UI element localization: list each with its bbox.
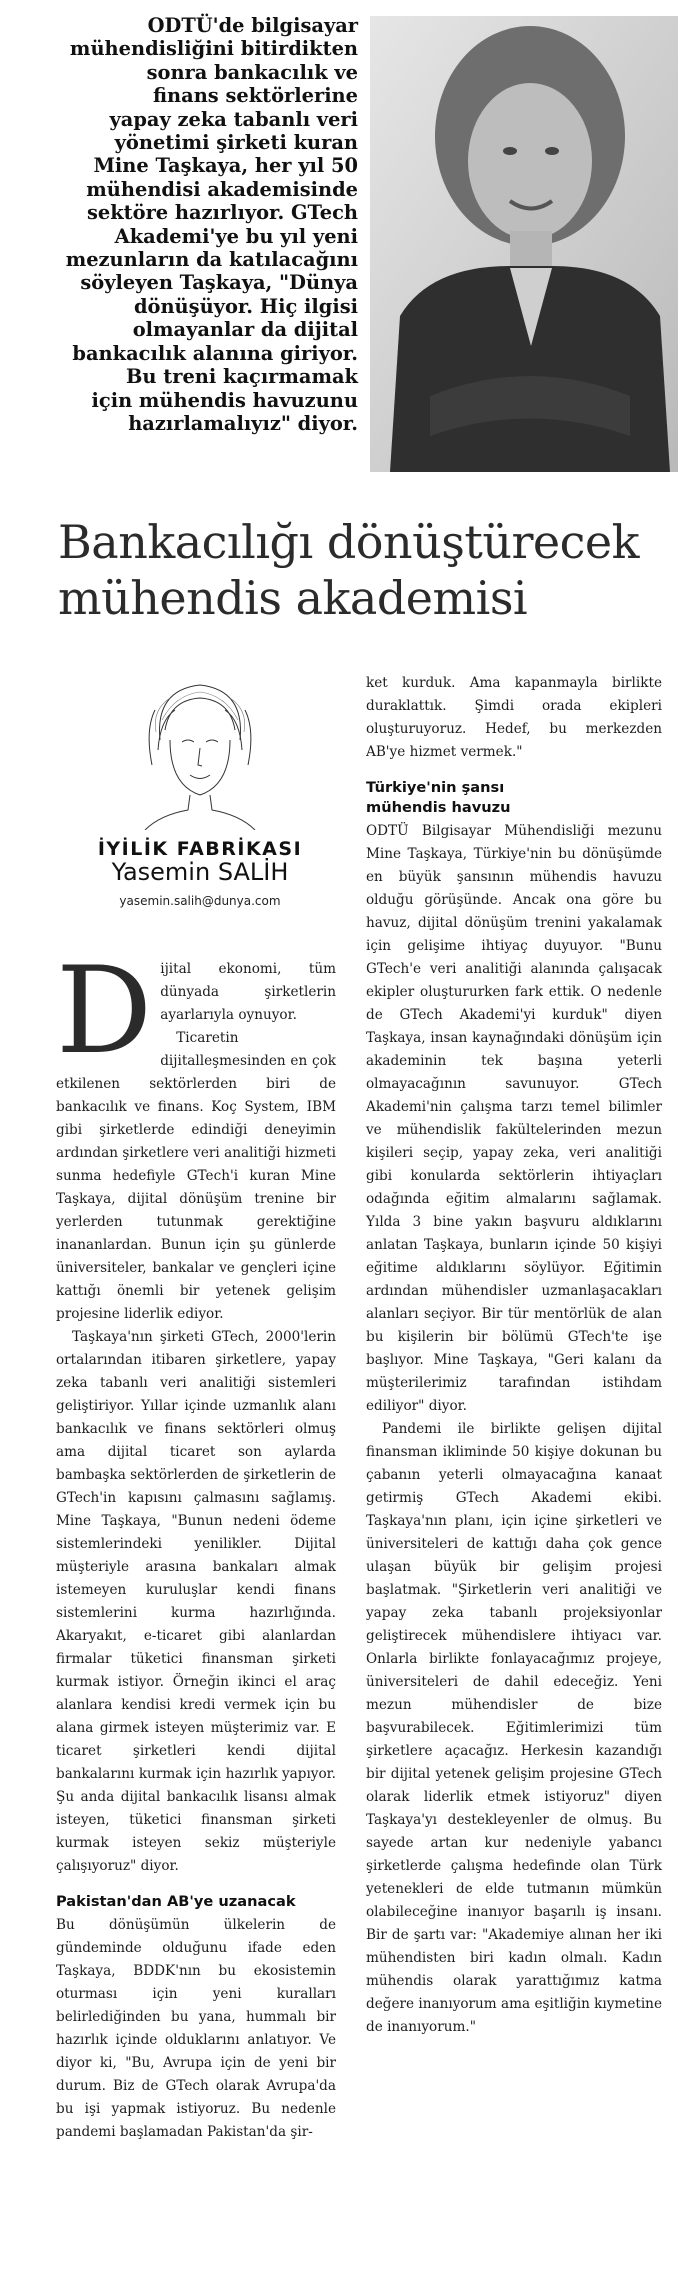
article-paragraph: Taşkaya'nın şirketi GTech, 2000'lerin ortalarından itibaren şirketlere, yapay zeka tabanlı veri analitiği sistemleri geliştiriyor. Yıllar içinde uzmanlık alanı bankacılık ve finans sektörleri olmuş ama dijital ticaret son aylarda bambaşka sektörlerden de şirketlerin de GTech'in kapısını çalmasını sağlamış. Mine Taşkaya, "Bunun nedeni ödeme sistemlerindeki yenilikler. Dijital müşteriyle arasına bankaları almak istemeyen kuruluşlar kendi finans sistemlerini kurma hazırlığında. Akaryakıt, e-ticaret gibi alanlardan firmalar tüketici finansman şirketi kurmak istiyor. Örneğin ikinci el araç alanlara kendisi kredi vermek için bu alana girmek isteyen müşterimiz var. E ticaret şirketleri kendi dijital bankalarını kurmak için hazırlık yapıyor. Şu anda dijital bankacılık lisansı almak isteyen, tüketici finansman şirketi kurmak isteyen sekiz müşteriyle çalışıyoruz" diyor. (56, 1329, 336, 1874)
article-paragraph: Bu dönüşümün ülkelerin de gündeminde olduğunu ifade eden Taşkaya, BDDK'nın bu ekosistemin oturması için yeni kuralları belirlediğinden bu yana, hummalı bir hazırlık içinde olduklarını anlatıyor. Ve diyor ki, "Bu, Avrupa için de yeni bir durum. Biz de GTech olarak Avrupa'da bu işi yapmak istiyoruz. Bu nedenle pandemi başlamadan Pakistan'da şir- (56, 1917, 336, 2140)
columnist-box (60, 670, 340, 920)
intro-line: söyleyen Taşkaya, "Dünya (80, 271, 358, 295)
intro-line: Akademi'ye bu yıl yeni (114, 224, 358, 248)
intro-line: olmayanlar da dijital (132, 318, 358, 342)
intro-line: hazırlamalıyız" diyor. (128, 411, 358, 435)
interviewee-photo (370, 16, 678, 472)
columnist-email[interactable]: yasemin.salih@dunya.com (119, 894, 281, 908)
article-paragraph: Pandemi ile birlikte gelişen dijital finansman ikliminde 50 kişiye dokunan bu çabanın yeterli olmayacağına kanaat getirmiş GTech Akademi ekibi. Taşkaya'nın planı, için içine şirketleri ve üniversiteleri de kattığı daha çok gence ulaşan büyük bir gelişim projesi başlatmak. "Şirketlerin veri analitiği ve yapay zeka tabanlı projeksiyonlar geliştirecek mühendislere ihtiyacı var. Onlarla birlikte fonlayacağımız projeye, üniversiteleri de dahil edeceğiz. Yeni mezun mühendisler de bize başvurabilecek. Eğitimlerimizi tüm şirketlere açacağız. Herkesin kazandığı bir dijital yetenek gelişim projesine GTech olarak liderlik etmek istiyoruz" diyen Taşkaya'yı destekleyenler de olmuş. Bu sayede artan kur nedeniyle yabancı şirketlerde çalışma hedefinde olan Türk yetenekleri de elde tutmanın mümkün olabileceğine inanıyor başarılı iş insanı. Bir de şartı var: "Akademiye alınan her iki mühendisten biri kadın olmalı. Kadın mühendis olarak yarattığımız katma değere inanıyorum ama eşitliğin kıymetine de inanıyorum." (366, 1421, 662, 2035)
intro-line: Mine Taşkaya, her yıl 50 (93, 154, 358, 178)
headline-line: Bankacılığı dönüştürecek (58, 515, 640, 569)
columnist-name: Yasemin SALİH (111, 858, 289, 886)
drop-cap: D (56, 942, 153, 1081)
intro-line: için mühendis havuzunu (91, 388, 358, 412)
intro-line: mühendisi akademisinde (86, 177, 358, 201)
intro-line: sektöre hazırlıyor. GTech (86, 201, 358, 225)
headline-line: mühendis akademisi (58, 571, 528, 625)
intro-line: yapay zeka tabanlı veri (109, 107, 358, 131)
subhead-line: Türkiye'nin şansı (366, 779, 505, 796)
section-subhead (366, 778, 662, 818)
intro-line: dönüşüyor. Hiç ilgisi (133, 294, 358, 318)
intro-summary (40, 14, 358, 435)
intro-line: mezunların da katılacağını (65, 248, 358, 272)
article-paragraph: Ticaretin dijitalleşmesinden en çok etkilenen sektörlerden biri de bankacılık ve finans. Koç System, IBM gibi şirketlerde edindiği deneyimin ardından şirketlere veri analitiği hizmeti sunma hedefiyle GTech'i kuran Mine Taşkaya, dijital dönüşüm trenine bir yerlerden tutunmak gerektiğine inananlardan. Bunun için şu günlerde üniversiteler, bankalar ve gençleri içine kattığı önemli bir yetenek gelişim projesine liderlik ediyor. (56, 1030, 336, 1322)
intro-line: finans sektörlerine (152, 84, 358, 108)
portrait-illustration (370, 16, 678, 472)
intro-line: mühendisliğini bitirdikten (69, 37, 358, 61)
article-column-right (366, 672, 662, 2039)
intro-line: bankacılık alanına giriyor. (72, 341, 358, 365)
column-title: İYİLİK FABRİKASI (97, 838, 303, 860)
columnist-portrait (130, 670, 270, 830)
article-paragraph: ODTÜ Bilgisayar Mühendisliği mezunu Mine Taşkaya, Türkiye'nin bu dönüşümde en büyük şansının mühendis havuzu olduğu görüşünde. Ancak ona göre bu havuz, dijital dönüşüm trenini yakalamak için gelişime ihtiyaç duyuyor. "Bunu GTech'e veri analitiği alanında çalışacak ekipler oluştururken fark ettik. O nedenle de GTech Akademi'yi kurduk" diyen Taşkaya, insan kaynağındaki dönüşüm için akademinin tek başına yeterli olmayacağının savunuyor. GTech Akademi'nin çalışma tarzı temel bilimler ve mühendislik fakültelerinden mezun kişileri seçip, yapay zeka, veri analitiği gibi konularda sektörlerin ihtiyaçları odağında eğitim almalarını sağlamak. Yılda 3 bine yakın başvuru aldıklarını anlatan Taşkaya, bunların içinde 50 kişiyi eğitime aldıklarını söylüyor. Eğitimin ardından mühendisler uzmanlaşacakları alanları seçiyor. Bir tür mentörlük de alan bu kişilerin bir bölümü GTech'te işe başlıyor. Mine Taşkaya, "Geri kalanı da müşterilerimiz tarafından istihdam ediliyor" diyor. (366, 823, 662, 1414)
article-column-left (56, 942, 336, 2144)
article-paragraph: Dijital ekonomi, tüm dünyada şirketlerin ayarlarıyla oynuyor. (56, 942, 336, 1081)
subhead-line: mühendis havuzu (366, 799, 511, 816)
section-subhead: Pakistan'dan AB'ye uzanacak (56, 1893, 296, 1910)
headline (58, 514, 658, 626)
article-paragraph: ket kurduk. Ama kapanmayla birlikte duraklattık. Şimdi orada ekipleri oluşturuyoruz. Hedef, bu merkezden AB'ye hizmet vermek." (366, 675, 662, 760)
intro-line: Bu treni kaçırmamak (126, 365, 358, 389)
intro-line: yönetimi şirketi kuran (114, 131, 358, 155)
intro-line: ODTÜ'de bilgisayar (147, 14, 358, 37)
intro-line: sonra bankacılık ve (146, 60, 358, 84)
